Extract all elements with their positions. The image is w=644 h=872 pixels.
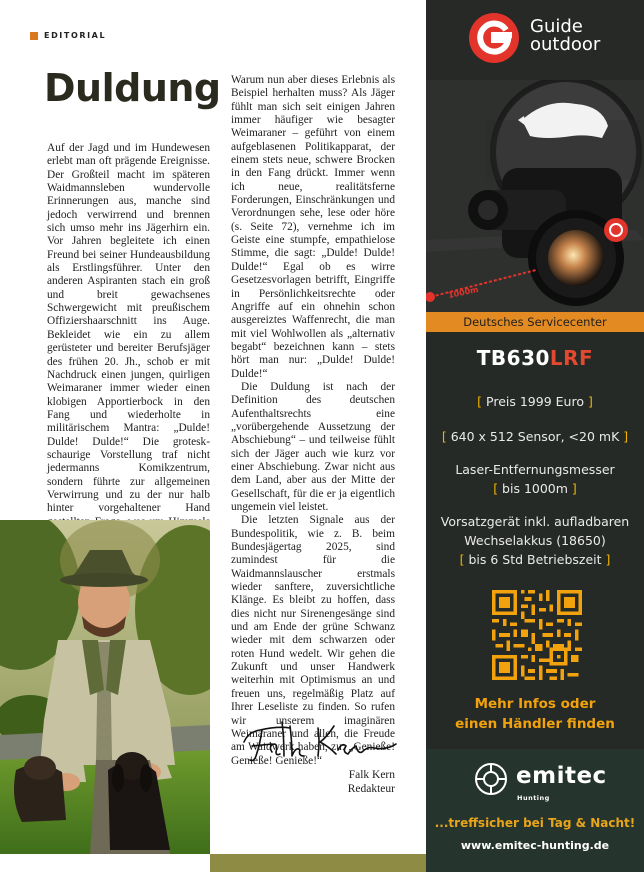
spec-price-text: Preis 1999 Euro [486, 394, 584, 409]
emitec-brand: emitec [516, 763, 607, 789]
spec-mount: Vorsatzgerät inkl. aufladbaren Wechselakkus (18650) [ bis 6 Std Betriebszeit ] [426, 512, 644, 569]
spec-mount-line-1: Vorsatzgerät inkl. aufladbaren [440, 514, 630, 529]
spec-laser-range: bis 1000m [502, 481, 568, 496]
spec-mount-line-2: Wechselakkus (18650) [464, 533, 606, 548]
spec-sensor: [ 640 x 512 Sensor, <20 mK ] [441, 429, 629, 444]
ad-slogan: ...treffsicher bei Tag & Nacht! [434, 816, 636, 830]
advertisement[interactable] [426, 0, 644, 872]
spec-price: [ Preis 1999 Euro ] [477, 394, 593, 409]
product-title [426, 346, 644, 370]
spec-sensor-text: 640 x 512 Sensor, <20 mK [450, 429, 620, 444]
service-center-label: Deutsches Servicecenter [426, 312, 644, 332]
page-title: Duldung [44, 66, 221, 110]
cta-line-2: einen Händler finden [455, 716, 615, 732]
cta-line-1: Mehr Infos oder [474, 696, 596, 712]
article-paragraph: Die Duldung ist nach der Definition des deutschen Aufenthaltsrechts eine „vorübergehende Aussetzung der Abschiebung“ – und teilweise fühlt sich der Jäger auch wie kurz vor einer Abschiebung. Zwar nicht aus dem Land, aber aus der Mitte der Gesellschaft, für die er ja eigentlich ungemein viel leistet. [231, 380, 395, 513]
author-block [300, 768, 395, 796]
article-paragraph: Warum nun aber dieses Erlebnis als Beispiel herhalten muss? Als Jäger fühlt man sich seit einigen Jahren immer häufiger wie besagter Weimaraner – geführt von einem aufgeblasenen Politikapparat, der einem stets neue, schwere Brocken in den Fang drückt. Immer wenn ich neue, realitätsferne Forderungen, Einschränkungen und Verordnungen sehe, lese oder höre (s. Seite 72), vernehme ich im Geiste eine stumpfe, empathielose Stimme, die sagt: „Dulde! Dulde! Dulde!“ Egal ob es wirre Gesetzesvorlagen betrifft, Eingriffe in Persönlichkeitsrechte oder Angriffe auf ein ohnehin schon ausgereiztes Waffenrecht, die man mit viel Wohlwollen als „alternativ begabt“ bezeichnen kann – stets hört man nur: „Dulde! Dulde! Dulde!“ [231, 74, 395, 380]
spec-runtime: bis 6 Std Betriebszeit [468, 552, 602, 567]
emitec-subline: Hunting [517, 794, 550, 802]
footer-bar [210, 854, 426, 872]
author-photo [0, 520, 210, 854]
section-label [30, 31, 106, 40]
website-link[interactable]: www.emitec-hunting.de [460, 839, 610, 852]
brand-line-2: outdoor [530, 34, 601, 55]
article-column-2 [231, 74, 395, 768]
product-image [426, 80, 644, 312]
qr-code-icon[interactable] [492, 590, 582, 680]
range-label: 1000m [447, 284, 480, 301]
spec-laser-text: Laser-Entfernungsmesser [455, 462, 615, 477]
product-model-suffix: LRF [549, 346, 594, 370]
author-role: Redakteur [347, 783, 395, 795]
section-marker [30, 32, 38, 40]
product-model: TB630 [476, 346, 550, 370]
section-label-text: EDITORIAL [44, 31, 107, 40]
author-signature [238, 712, 398, 772]
spec-laser: Laser-Entfernungsmesser [ bis 1000m ] [426, 460, 644, 498]
article-paragraph: Auf der Jagd und im Hundewesen erlebt man oft prägende Ereignisse. Der Großteil macht im späteren Waidmannsleben wundervolle Erinnerungen aus, manche sind jedoch verwirrend und brennen sich umso mehr ins Jägerhirn ein. Vor Jahren begleitete ich einen Freund bei seiner Hundeausbildung als Erstlingsführer. Unter den anderen Aspiranten stach ein groß und breit gewachsenes Schwergewicht mit preußischem Offiziershaarschnitt ins Auge. Bekleidet wie ein zu allem gerüsteter und bereiter Berufsjäger des frühen 20. Jh., schob er mit Nachdruck einen jungen, quirligen Weimaraner immer wieder einen klobigen Apportierbock in den Fang und wiederholte in militärischem Mantra: „Dulde! Dulde! Dulde!“ Die grotesk-schaurige Vorstellung traf nicht jedermanns Komikzentrum, sondern führte zur allgemeinen Verwirrung und zu der nur halb hinter vorgehaltener Hand [47, 142, 210, 515]
article-paragraph: Die letzten Signale aus der Bundespolitik, wie z. B. beim Bundesjägertag 2025, sind zumindest für die Waidmannslauscher erstmals wieder sanftere, zuversichtliche Klänge. Es bleibt zu hoffen, dass dies nicht nur Sirenengesänge sind und am Ende der grüne Schwanz wieder mit dem schwarzen oder roten Hund wedelt. Wir gehen die Zukunft und unser Handwerk weiterhin mit Optimismus an und freuen uns, regelmäßig Platz auf Ihrer Leseliste zu finden. So rufen wir unserem imaginären Weimaraner und allen, die Freude am Waidwerk haben, zu: „Genieße! Genieße! Genieße!“ [231, 514, 395, 767]
guide-outdoor-brand [530, 18, 600, 54]
guide-outdoor-logo-icon [468, 12, 520, 64]
find-dealer-link[interactable] [426, 694, 644, 734]
brand-line-1: Guide [530, 16, 583, 37]
author-name: Falk Kern [348, 769, 395, 781]
crosshair-icon [474, 762, 508, 796]
article-column-1 [47, 142, 210, 556]
